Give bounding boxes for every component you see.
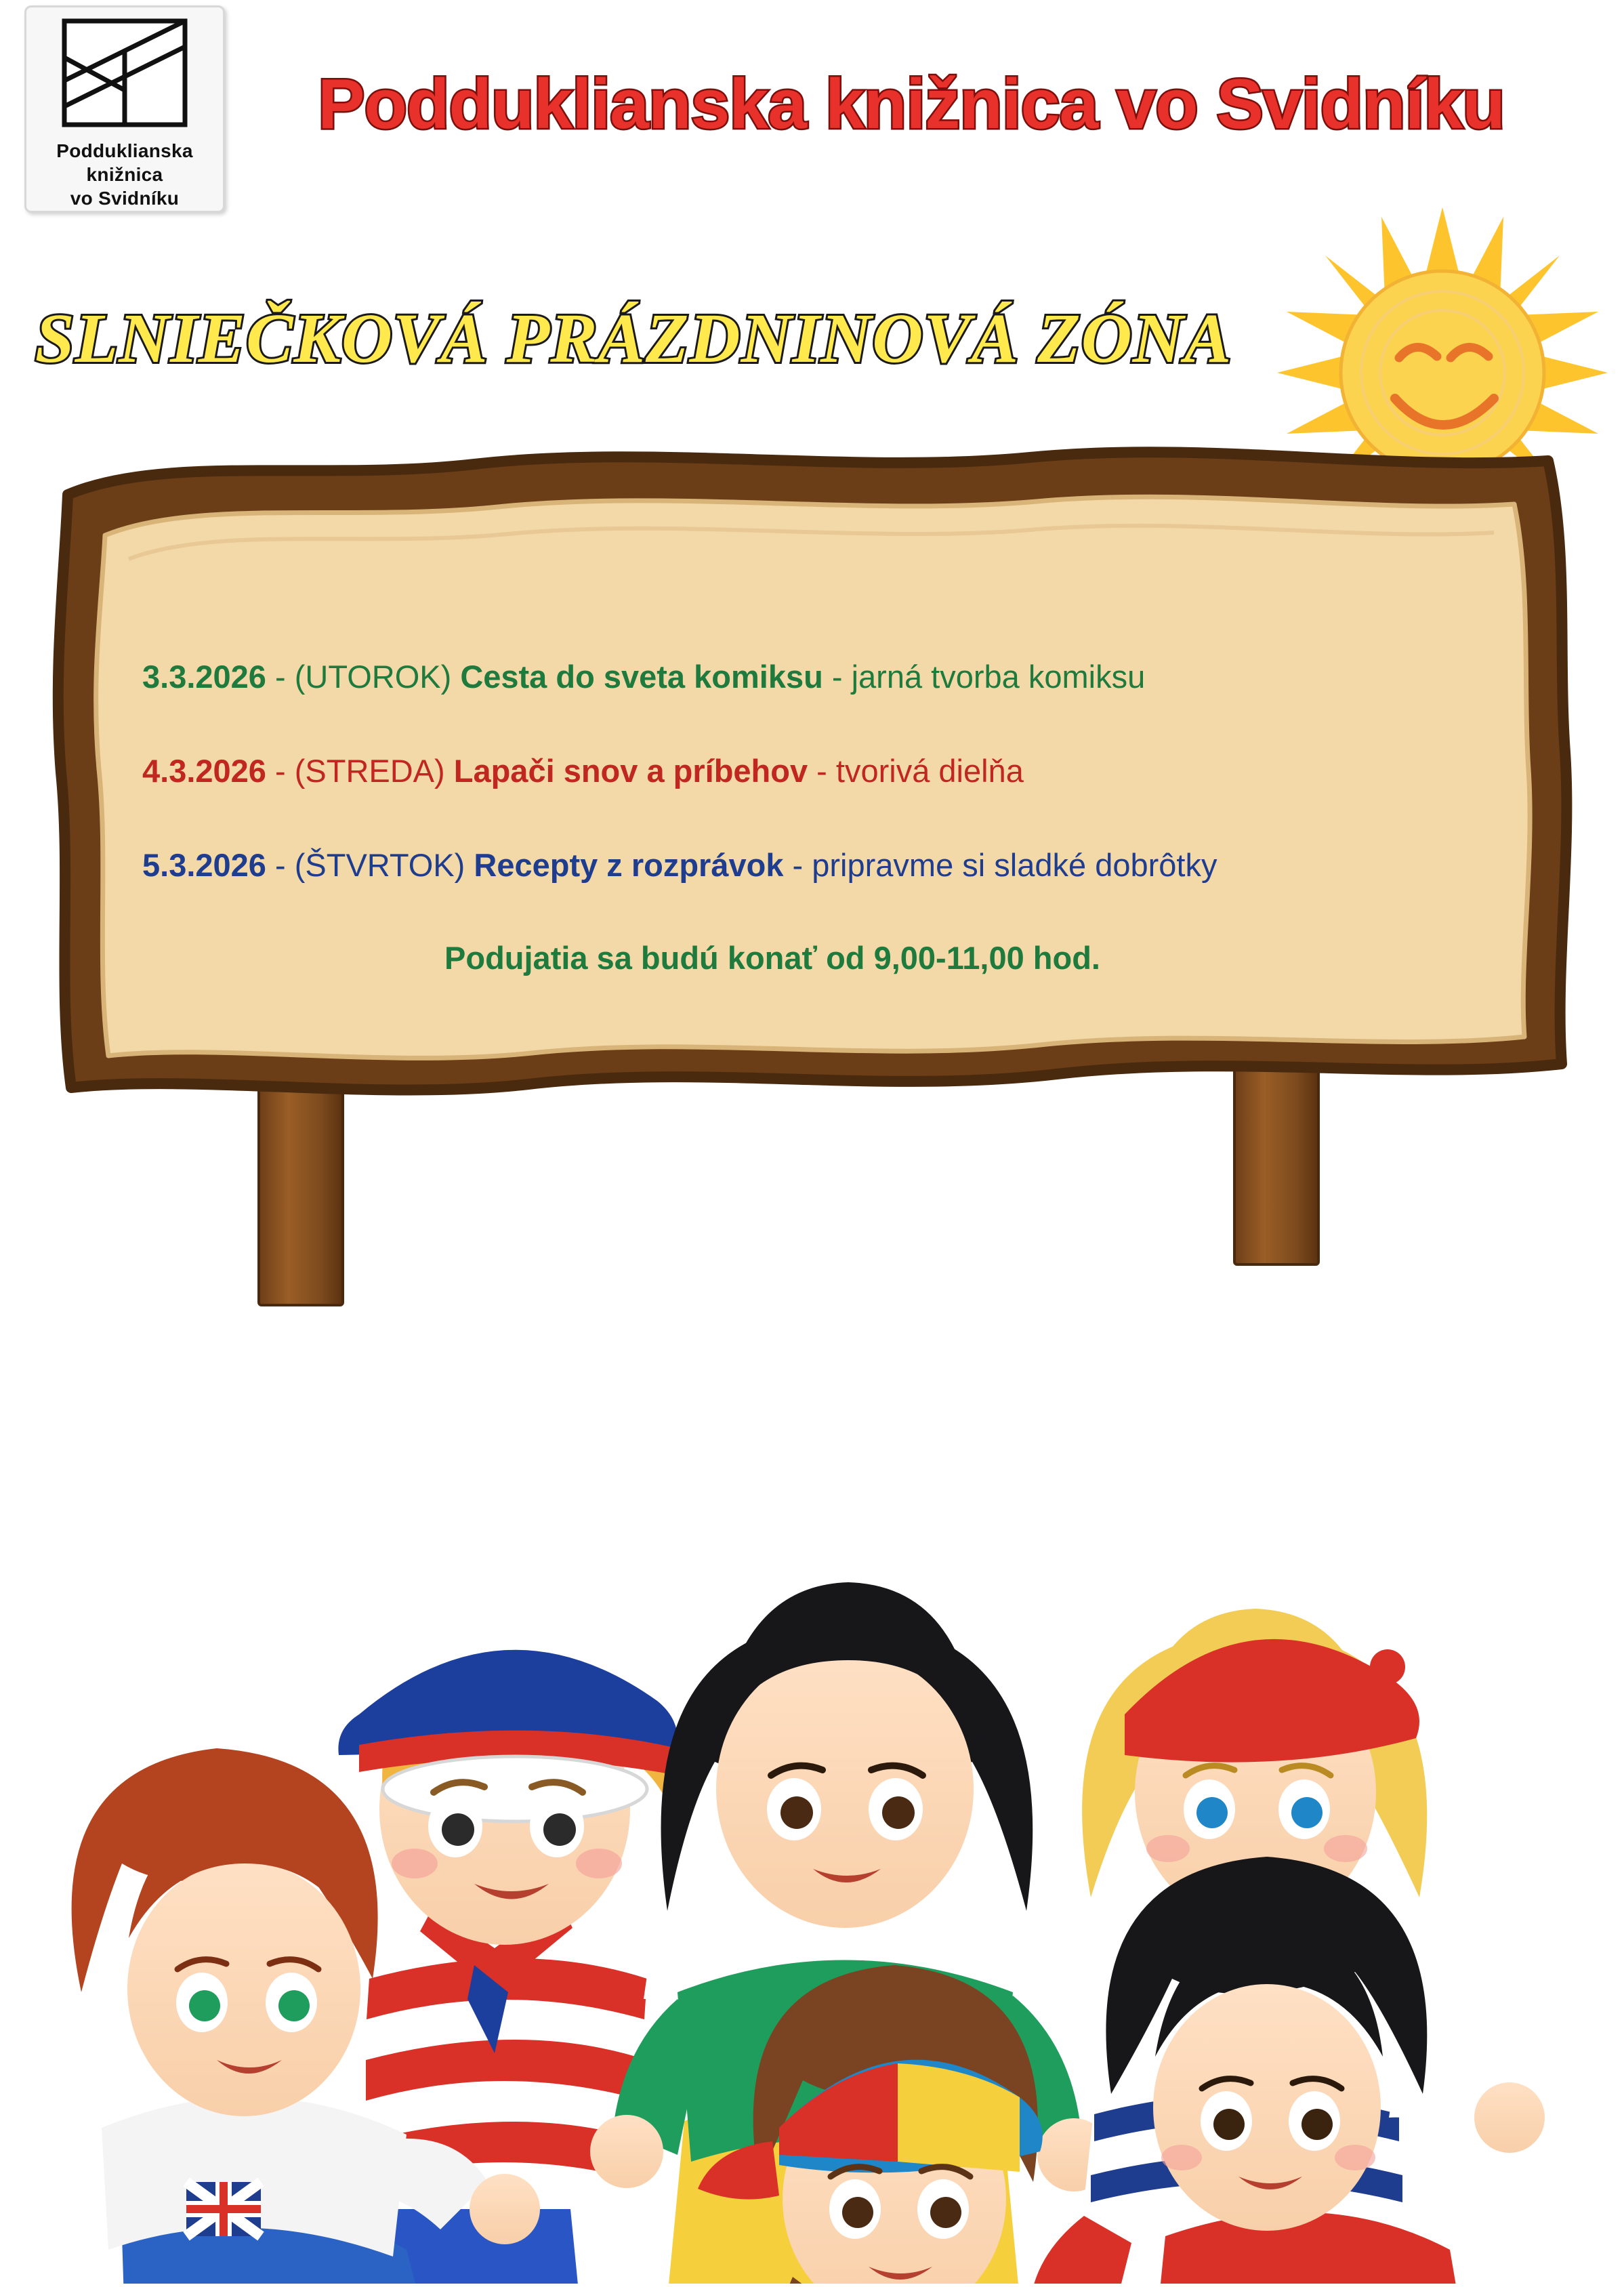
event-2-sep: - <box>266 752 295 789</box>
event-2-date: 4.3.2026 <box>142 752 266 789</box>
library-logo-icon <box>60 17 189 132</box>
event-3-day: (ŠTVRTOK) <box>294 846 465 883</box>
page-title: Podduklianska knižnica vo Svidníku <box>318 65 1505 144</box>
event-row-2 <box>142 751 1504 791</box>
event-1-date: 3.3.2026 <box>142 659 266 695</box>
event-2-day: (STREDA) <box>294 752 445 789</box>
zone-title: SLNIEČKOVÁ PRÁZDNINOVÁ ZÓNA <box>35 300 1232 377</box>
event-row-1 <box>142 657 1504 697</box>
event-3-description: pripravme si sladké dobrôtky <box>812 846 1217 883</box>
event-3-date: 5.3.2026 <box>142 846 266 883</box>
event-row-3 <box>142 846 1504 886</box>
poster-header <box>0 0 1624 224</box>
logo-caption-line1: Podduklianska knižnica <box>56 140 193 185</box>
wooden-sign <box>41 434 1585 1179</box>
closing-note: Podujatia sa budú konať od 9,00-11,00 hod. <box>444 940 1100 976</box>
event-list <box>142 657 1504 976</box>
library-logo-caption <box>26 139 223 210</box>
group-of-children-illustration <box>0 1179 1624 2284</box>
event-2-description: tvorivá dielňa <box>835 752 1024 789</box>
event-3-dash: - <box>783 846 812 883</box>
event-3-name: Recepty z rozprávok <box>474 846 784 883</box>
event-1-day: (UTOROK) <box>294 659 452 695</box>
event-1-dash: - <box>823 659 852 695</box>
library-logo <box>24 5 225 213</box>
event-1-description: jarná tvorba komiksu <box>851 659 1146 695</box>
logo-caption-line2: vo Svidníku <box>70 188 180 209</box>
event-1-name: Cesta do sveta komiksu <box>460 659 823 695</box>
event-2-dash: - <box>808 752 836 789</box>
event-1-sep: - <box>266 659 295 695</box>
event-2-name: Lapači snov a príbehov <box>453 752 808 789</box>
event-3-sep: - <box>266 846 295 883</box>
